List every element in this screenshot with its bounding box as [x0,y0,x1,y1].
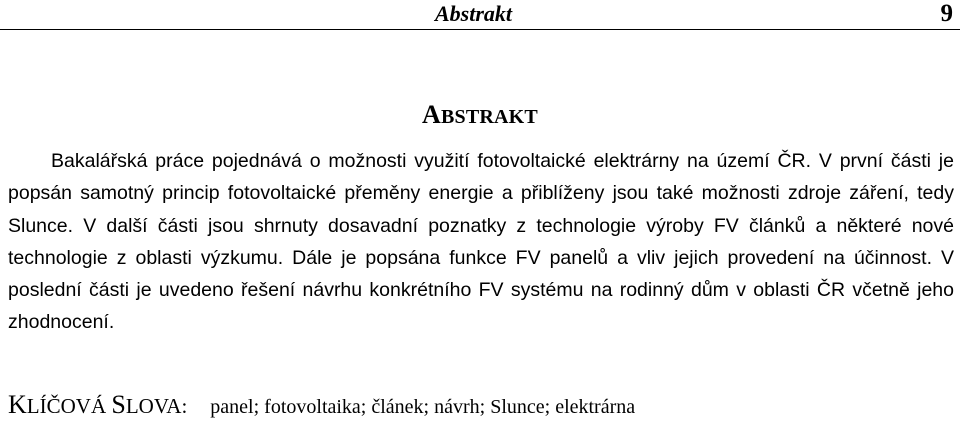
heading-initial: A [422,100,441,129]
keywords-values: panel; fotovoltaika; článek; návrh; Slunce; elektrárna [210,396,636,418]
page-number: 9 [940,0,953,27]
keywords-label-rest-1: LÍČOVÁ [26,394,112,418]
header-divider [0,29,960,30]
heading-rest: BSTRAKT [440,106,538,128]
page-header [0,0,960,27]
keywords-label-colon: : [181,394,188,418]
keywords-label-rest-2: LOVA [125,394,182,418]
keywords-line [8,390,954,422]
keywords-label-initial-1: K [8,390,27,419]
abstract-heading [0,99,960,133]
keywords-label [8,390,187,419]
abstract-paragraph: Bakalářská práce pojednává o možnosti využití fotovoltaické elektrárny na území ČR. V první části je popsán samotný princip fotovoltaické přeměny energie a přiblíženy jsou také možnosti zdroje záření, tedy Slunce. V další části jsou shrnuty dosavadní poznatky z technologie výroby FV článků a některé nové technologie z oblasti výzkumu. Dále je popsána funkce FV panelů a vliv jejich provedení na účinnost. V poslední části je uvedeno řešení návrhu konkrétního FV systému na rodinný dům v oblasti ČR včetně jeho zhodnocení. [8,150,954,334]
running-header-title: Abstrakt [435,1,513,26]
keywords-label-initial-2: S [111,390,126,419]
